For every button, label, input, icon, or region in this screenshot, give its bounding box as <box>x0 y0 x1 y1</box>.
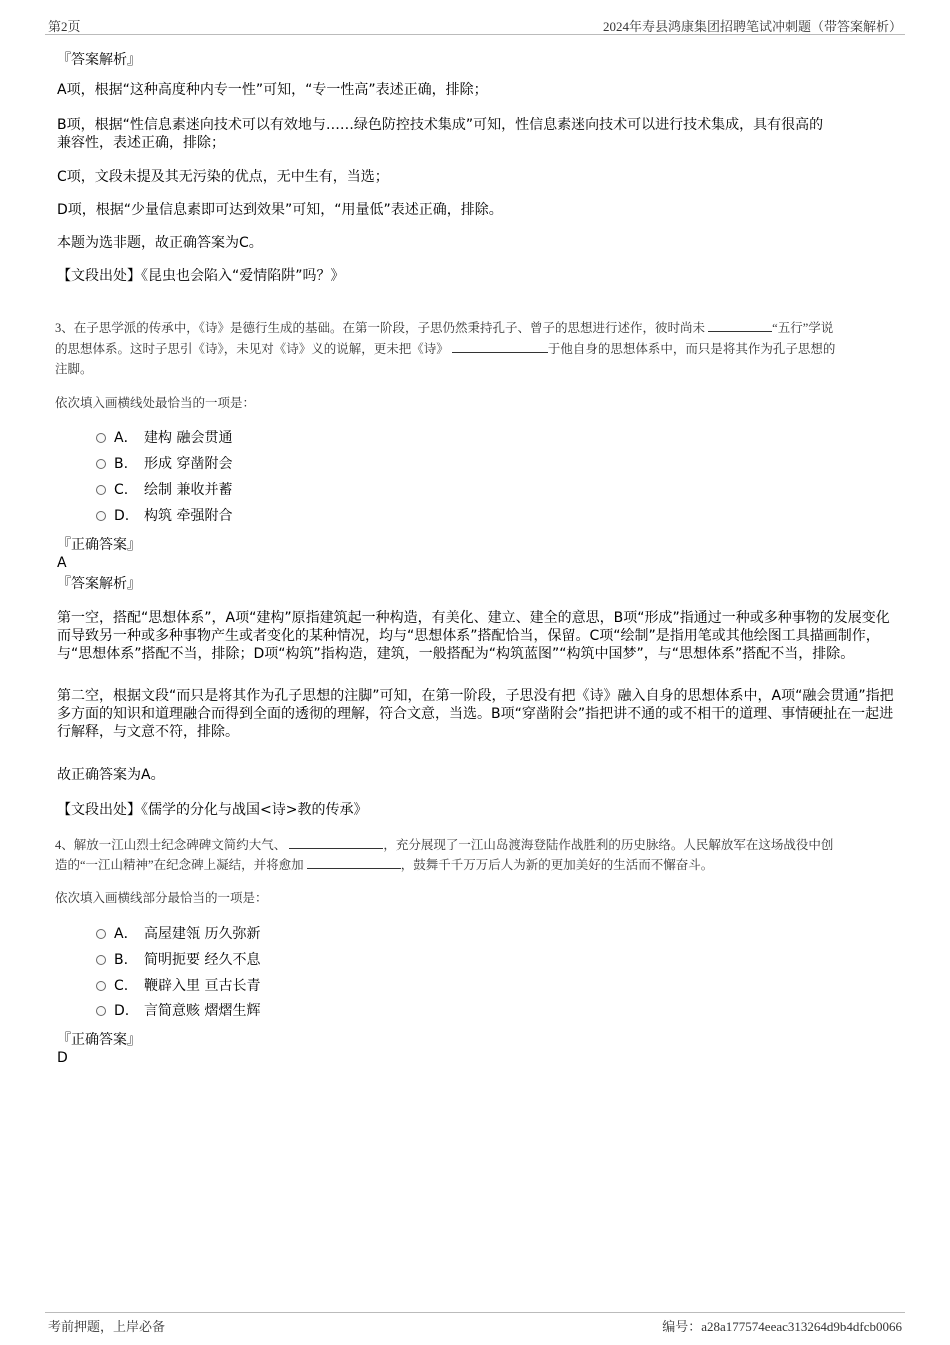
analysis-label: 『答案解析』 <box>57 52 141 68</box>
option-c[interactable]: C. 绘制 兼收并蓄 <box>96 481 232 499</box>
analysis-line: D项，根据“少量信息素即可达到效果”可知，“用量低”表述正确，排除。 <box>57 202 503 218</box>
option-a[interactable]: A． 建构 融会贯通 <box>96 429 232 447</box>
analysis-label: 『答案解析』 <box>57 576 141 592</box>
answer-label: 『正确答案』 <box>57 537 141 553</box>
radio-icon[interactable] <box>96 485 106 495</box>
option-d[interactable]: D. 构筑 牵强附合 <box>96 507 232 525</box>
page-number: 第2页 <box>48 19 81 34</box>
fill-blank <box>708 319 772 332</box>
analysis-line: B项，根据“性信息素迷向技术可以有效地与……绿色防控技术集成”可知，性信息素迷向技术可以进行技术集成，具有很高的 <box>57 117 824 133</box>
radio-icon[interactable] <box>96 459 106 469</box>
radio-icon[interactable] <box>96 929 106 939</box>
fill-blank <box>289 836 383 849</box>
analysis-paragraph: 第一空，搭配“思想体系”，A项“建构”原指建筑起一种构造，有美化、建立、建全的意思，B项“形成”指通过一种或多种事物的发展变化而导致另一种或多种事物产生或者变化的某种情况，均与“思想体系”搭配恰当，保留。C项“绘制”是指用笔或其他绘图工具描画制作，与“思想体系”搭配不当，排除；D项“构筑”指构造，建筑，一般搭配为“构筑蓝图”“构筑中国梦”，与“思想体系”搭配不当，排除。 <box>57 610 890 662</box>
footer-slogan: 考前押题，上岸必备 <box>48 1319 166 1334</box>
page-footer <box>45 1312 905 1333</box>
option-d[interactable]: D. 言简意赅 熠熠生辉 <box>96 1002 260 1020</box>
option-b[interactable]: B. 简明扼要 经久不息 <box>96 951 260 969</box>
option-b[interactable]: B. 形成 穿凿附会 <box>96 455 232 473</box>
question-prompt: 依次填入画横线处最恰当的一项是： <box>55 396 256 410</box>
radio-icon[interactable] <box>96 1006 106 1016</box>
answer-label: 『正确答案』 <box>57 1032 141 1048</box>
page-header <box>45 14 905 35</box>
question-stem-line: 造的“一江山精神”在纪念碑上凝结，并将愈加 ，鼓舞千千万万后人为新的更加美好的生活而不懈奋斗。 <box>55 858 714 872</box>
question-stem-line: 4、解放一江山烈士纪念碑碑文简约大气、 ，充分展现了一江山岛渡海登陆作战胜利的历史脉络。人民解放军在这场战役中创 <box>55 838 834 852</box>
question-stem-line: 注脚。 <box>55 362 93 376</box>
document-title: 2024年寿县鸿康集团招聘笔试冲刺题（带答案解析） <box>602 19 902 34</box>
radio-icon[interactable] <box>96 511 106 521</box>
conclusion: 故正确答案为A。 <box>57 767 165 783</box>
fill-blank <box>307 856 401 869</box>
analysis-paragraph: 第二空，根据文段“而只是将其作为孔子思想的注脚”可知，在第一阶段，子思没有把《诗》融入自身的思想体系中，A项“融会贯通”指把多方面的知识和道理融合而得到全面的透彻的理解，符合文意，当选。B项“穿凿附会”指把讲不通的或不相干的道理、事情硬扯在一起进行解释，与文意不符，排除。 <box>57 688 894 740</box>
source: 【文段出处】《儒学的分化与战国<诗>教的传承》 <box>57 802 368 818</box>
option-c[interactable]: C. 鞭辟入里 亘古长青 <box>96 977 260 995</box>
analysis-line: 兼容性，表述正确，排除； <box>57 135 225 151</box>
document-id: 编号：a28a177574eeac313264d9b4dfcb0066 <box>662 1319 902 1334</box>
question-prompt: 依次填入画横线部分最恰当的一项是： <box>55 891 268 905</box>
option-a[interactable]: A． 高屋建瓴 历久弥新 <box>96 925 260 943</box>
radio-icon[interactable] <box>96 433 106 443</box>
conclusion: 本题为选非题，故正确答案为C。 <box>57 235 263 251</box>
analysis-line: C项，文段未提及其无污染的优点，无中生有，当选； <box>57 169 389 185</box>
answer-value: A <box>57 555 67 571</box>
radio-icon[interactable] <box>96 981 106 991</box>
question-stem-line: 3、在子思学派的传承中，《诗》是德行生成的基础。在第一阶段，子思仍然秉持孔子、曾子的思想进行述作，彼时尚未 “五行”学说 <box>55 321 834 335</box>
question-stem-line: 的思想体系。这时子思引《诗》，未见对《诗》义的说解，更未把《诗》 于他自身的思想体系中，而只是将其作为孔子思想的 <box>55 342 836 356</box>
radio-icon[interactable] <box>96 955 106 965</box>
analysis-line: A项，根据“这种高度种内专一性”可知，“专一性高”表述正确，排除； <box>57 82 488 98</box>
fill-blank <box>452 340 548 353</box>
source: 【文段出处】《昆虫也会陷入“爱情陷阱”吗？》 <box>57 268 345 284</box>
answer-value: D <box>57 1050 68 1066</box>
